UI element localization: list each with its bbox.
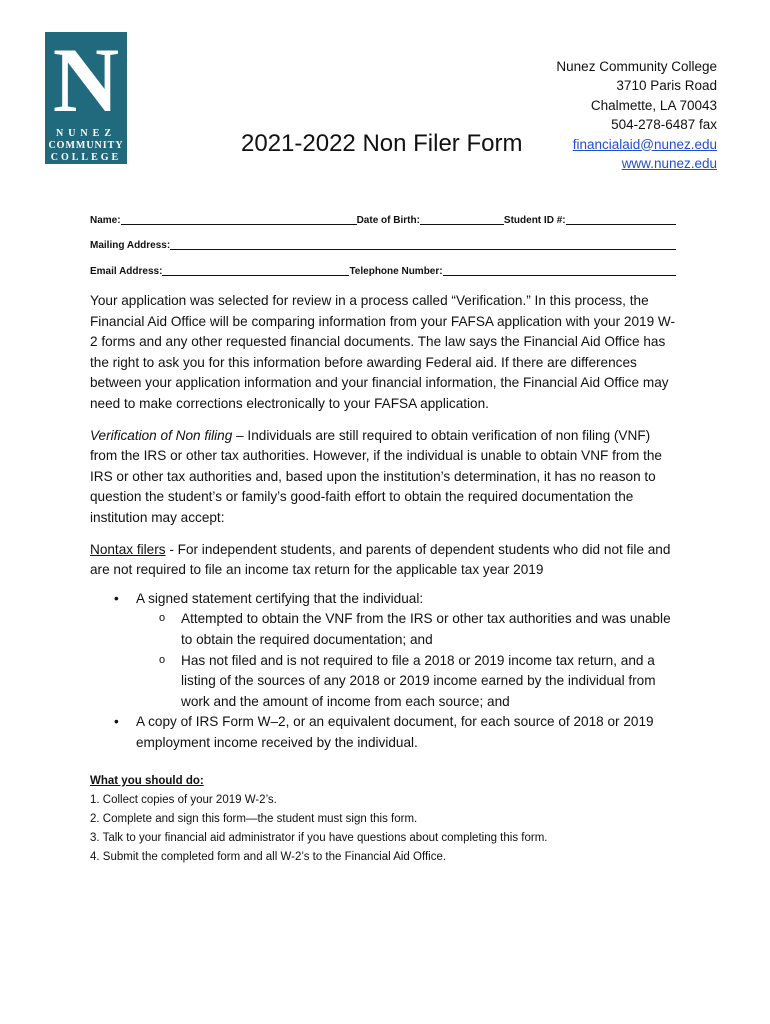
college-logo <box>45 29 127 164</box>
email-link[interactable]: financialaid@nunez.edu <box>572 136 717 152</box>
what-to-do-heading: What you should do: <box>90 775 204 787</box>
nontax-text: - For independent students, and parents of dependent students who did not file and are not required to file an income tax return for the applicable tax year 2019 <box>90 541 671 578</box>
student-id-label: Student ID #: <box>503 214 566 226</box>
dob-field[interactable] <box>420 213 504 225</box>
name-field[interactable] <box>121 213 357 225</box>
street-address: 3710 Paris Road <box>616 78 717 94</box>
name-label: Name: <box>90 214 121 226</box>
step-item: 1. Collect copies of your 2019 W-2’s. <box>90 794 277 806</box>
telephone-field[interactable] <box>443 264 676 276</box>
student-info-fields <box>90 200 676 277</box>
college-name: Nunez Community College <box>556 59 717 74</box>
sub-list-item: o Attempted to obtain the VNF from the IRS or other tax authorities and was unable to obtain the required documentation; and <box>136 609 680 650</box>
step-item: 2. Complete and sign this form—the student must sign this form. <box>90 813 418 825</box>
nontax-paragraph <box>90 540 680 581</box>
verification-text: – Individuals are still required to obtain verification of non filing (VNF) from the IRS or other tax authorities. However, if the individual is unable to obtain VNF from the IRS or other tax authorities and, based upon the institution’s determination, it has no reason to question the student’s or family’s good-faith effort to obtain the required documentation the institution may accept: <box>90 427 662 525</box>
mailing-address-field[interactable] <box>170 238 676 250</box>
logo-line-3: COLLEGE <box>50 152 122 163</box>
list-item <box>90 589 680 713</box>
form-body <box>90 291 680 753</box>
field-row-3 <box>90 251 676 277</box>
website-link[interactable]: www.nunez.edu <box>621 156 717 172</box>
city-state-zip: Chalmette, LA 70043 <box>590 97 717 113</box>
what-to-do-section <box>90 772 690 867</box>
email-address-label: Email Address: <box>90 265 163 277</box>
field-row-1 <box>90 200 676 226</box>
list-item: • A copy of IRS Form W–2, or an equivalent document, for each source of 2018 or 2019 employment income received by the individual. <box>90 712 680 753</box>
sub-list <box>136 609 680 712</box>
dob-label: Date of Birth: <box>356 214 420 226</box>
step-item: 3. Talk to your financial aid administrator if you have questions about completing this form. <box>90 832 548 844</box>
fax-number: 504-278-6487 fax <box>611 117 717 133</box>
student-id-field[interactable] <box>566 213 676 225</box>
logo-letter: N <box>52 29 120 131</box>
requirements-list <box>90 589 680 754</box>
mailing-address-label: Mailing Address: <box>90 240 171 251</box>
logo-line-2: COMMUNITY <box>48 140 124 151</box>
sub-list-item: o Has not filed and is not required to file a 2018 or 2019 income tax return, and a listing of the sources of any 2018 or 2019 income earned by the individual from work and the amount of income from each source; and <box>136 651 680 713</box>
field-row-2 <box>90 226 676 252</box>
bullet-signed-statement: A signed statement certifying that the individual: <box>136 590 424 606</box>
verification-term: Verification of Non filing <box>90 427 233 443</box>
telephone-label: Telephone Number: <box>349 265 443 277</box>
intro-paragraph: Your application was selected for review in a process called “Verification.” In this process, the Financial Aid Office will be comparing information from your FAFSA application with your 2019 W-2 forms and any other requested financial documents. The law says the Financial Aid Office has the right to ask you for this information before awarding Federal aid. If there are differences between your application information and your financial information, the Financial Aid Office may need to make corrections electronically to your FAFSA application. <box>90 293 676 411</box>
logo-line-1: NUNEZ <box>55 128 116 139</box>
step-item: 4. Submit the completed form and all W-2’s to the Financial Aid Office. <box>90 851 447 863</box>
nontax-term: Nontax filers <box>90 541 166 557</box>
form-title: 2021-2022 Non Filer Form <box>241 130 523 157</box>
email-address-field[interactable] <box>162 264 349 276</box>
contact-block <box>556 57 717 173</box>
verification-paragraph <box>90 426 680 529</box>
